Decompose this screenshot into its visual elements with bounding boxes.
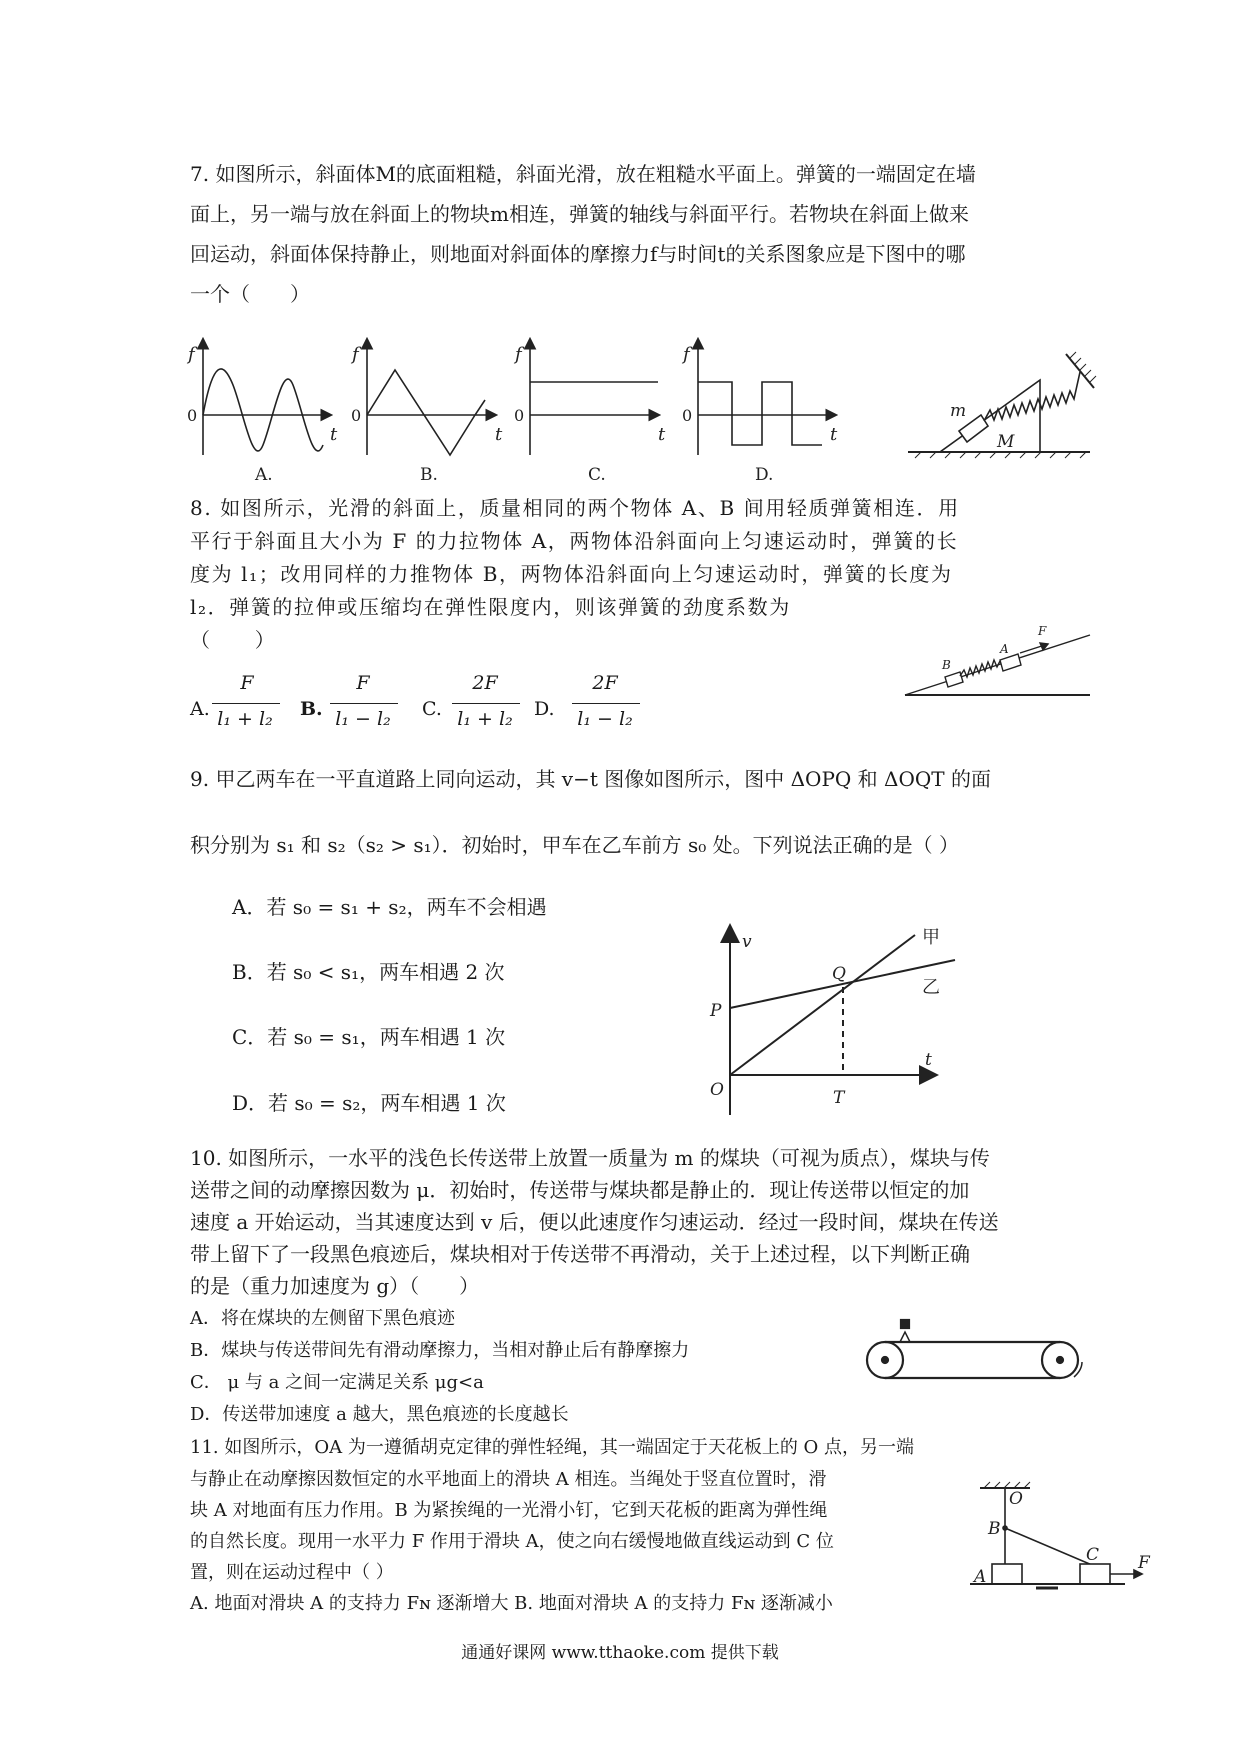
q8-line-3: 度为 l₁；改用同样的力推物体 B，两物体沿斜面向上匀速运动时，弹簧的长度为 (190, 562, 953, 586)
q7-line-3: 回运动，斜面体保持静止，则地面对斜面体的摩擦力f与时间t的关系图象应是下图中的哪 (190, 242, 966, 266)
q8-block-a: A (1000, 642, 1009, 656)
q7-line-4: 一个（ ） (190, 282, 310, 306)
q8-option-b-den: l₁ − l₂ (335, 708, 391, 730)
graph-c-label: C. (588, 465, 606, 485)
q8-line-4: l₂．弹簧的拉伸或压缩均在弹性限度内，则该弹簧的劲度系数为 (190, 595, 791, 619)
graph-d-origin: 0 (682, 406, 693, 425)
q9-option-a: A．若 s₀ = s₁ + s₂，两车不会相遇 (232, 895, 547, 919)
q10-option-b: B．煤块与传送带间先有滑动摩擦力，当相对静止后有静摩擦力 (190, 1340, 690, 1361)
q8-line-5: （ ） (190, 628, 277, 652)
q11-label-b: B (988, 1519, 1001, 1539)
q9-line-jia (730, 935, 915, 1075)
graph-a-t: t (330, 424, 338, 445)
q7-graphs (170, 330, 1110, 490)
q11-line-1: 11. 如图所示，OA 为一遵循胡克定律的弹性轻绳，其一端固定于天花板上的 O 点，另一端 (190, 1437, 915, 1458)
q11-label-c: C (1086, 1545, 1100, 1565)
graph-b-t: t (495, 424, 503, 445)
graph-d-t: t (830, 424, 838, 445)
q8-option-c-num: 2F (472, 672, 498, 694)
q11-line-6: A. 地面对滑块 A 的支持力 Fɴ 逐渐增大 B. 地面对滑块 A 的支持力 Fɴ 逐渐减小 (190, 1593, 833, 1614)
q8-option-d-num: 2F (592, 672, 618, 694)
q9-vt-chart (700, 915, 980, 1125)
q11-line-3: 块 A 对地面有压力作用。B 为紧挨绳的一光滑小钉，它到天花板的距离为弹性绳 (190, 1500, 828, 1521)
q8-option-d-label: D. (534, 698, 555, 720)
q7-wedge-label: M (997, 432, 1015, 452)
q8-force-f: F (1038, 624, 1047, 638)
graph-a-origin: 0 (187, 406, 198, 425)
q9-label-t: t (925, 1050, 932, 1070)
graph-d (698, 340, 835, 455)
q9-option-c: C．若 s₀ = s₁，两车相遇 1 次 (232, 1025, 506, 1049)
q8-option-b-label: B. (300, 698, 323, 720)
q9-label-v: v (742, 932, 752, 952)
q11-line-5: 置，则在运动过程中（ ） (190, 1562, 394, 1583)
q8-line-1: 8. 如图所示，光滑的斜面上，质量相同的两个物体 A、B 间用轻质弹簧相连．用 (190, 496, 960, 520)
q9-label-yi: 乙 (922, 977, 940, 998)
q10-line-5: 的是（重力加速度为 g）（ ） (190, 1274, 480, 1298)
q10-conveyor-figure (860, 1310, 1090, 1390)
q11-label-f: F (1138, 1553, 1150, 1573)
graph-a-f: f (188, 344, 195, 365)
q8-option-b-bar (330, 703, 398, 704)
q9-label-o: O (710, 1080, 724, 1100)
graph-b-f: f (352, 344, 359, 365)
q9-label-tt: T (833, 1088, 845, 1108)
q8-option-c-label: C. (422, 698, 442, 720)
q11-label-o: O (1009, 1489, 1023, 1509)
graph-b-label: B. (420, 465, 438, 485)
q8-option-a-label: A. (190, 698, 210, 720)
q11-line-2: 与静止在动摩擦因数恒定的水平地面上的滑块 A 相连。当绳处于竖直位置时，滑 (190, 1469, 827, 1490)
page-footer: 通通好课网 www.tthaoke.com 提供下载 (461, 1643, 779, 1663)
q7-block-label: m (950, 401, 967, 421)
q10-line-1: 10. 如图所示，一水平的浅色长传送带上放置一质量为 m 的煤块（可视为质点），煤块与传 (190, 1146, 990, 1170)
graph-a-label: A. (255, 465, 273, 485)
graph-c-t: t (658, 424, 666, 445)
q11-figure (960, 1478, 1160, 1598)
q11-label-a: A (974, 1567, 987, 1587)
q10-line-2: 送带之间的动摩擦因数为 μ．初始时，传送带与煤块都是静止的．现让传送带以恒定的加 (190, 1178, 970, 1202)
q8-option-b-num: F (356, 672, 370, 694)
q10-option-d: D．传送带加速度 a 越大，黑色痕迹的长度越长 (190, 1404, 569, 1425)
graph-d-label: D. (755, 465, 774, 485)
q9-line-2: 积分别为 s₁ 和 s₂（s₂ > s₁）．初始时，甲车在乙车前方 s₀ 处。下列说法正确的是（ ） (190, 833, 960, 857)
graph-b-origin: 0 (351, 406, 362, 425)
graph-b (367, 340, 495, 455)
q8-line-2: 平行于斜面且大小为 F 的力拉物体 A，两物体沿斜面向上匀速运动时，弹簧的长 (190, 529, 959, 553)
q8-option-a-den: l₁ + l₂ (217, 708, 273, 730)
graph-c (530, 340, 658, 455)
q8-option-c-den: l₁ + l₂ (457, 708, 513, 730)
q8-option-a-bar (212, 703, 280, 704)
q9-option-d: D．若 s₀ = s₂，两车相遇 1 次 (232, 1091, 506, 1115)
graph-a (203, 340, 330, 455)
q8-option-c-bar (452, 703, 520, 704)
q10-line-4: 带上留下了一段黑色痕迹后，煤块相对于传送带不再滑动，关于上述过程，以下判断正确 (190, 1242, 970, 1266)
graph-c-origin: 0 (514, 406, 525, 425)
q8-figure (900, 615, 1100, 705)
q9-label-jia: 甲 (922, 927, 940, 948)
q9-label-q: Q (832, 964, 846, 984)
q7-line-1: 7. 如图所示，斜面体M的底面粗糙，斜面光滑，放在粗糙水平面上。弹簧的一端固定在墙 (190, 162, 976, 186)
q10-line-3: 速度 a 开始运动，当其速度达到 v 后，便以此速度作匀速运动．经过一段时间，煤块在传送 (190, 1210, 999, 1234)
q9-option-b: B．若 s₀ < s₁，两车相遇 2 次 (232, 960, 505, 984)
q8-block-b: B (942, 658, 951, 672)
q8-option-d-den: l₁ − l₂ (577, 708, 633, 730)
graph-d-f: f (683, 344, 690, 365)
q9-line-1: 9. 甲乙两车在一平直道路上同向运动，其 v−t 图像如图所示，图中 ΔOPQ 和 ΔOQT 的面 (190, 767, 991, 791)
q9-label-p: P (710, 1001, 722, 1021)
q7-line-2: 面上，另一端与放在斜面上的物块m相连，弹簧的轴线与斜面平行。若物块在斜面上做来 (190, 202, 969, 226)
q10-option-c: C． μ 与 a 之间一定满足关系 μg<a (190, 1372, 484, 1393)
graph-c-f: f (515, 344, 522, 365)
q11-line-4: 的自然长度。现用一水平力 F 作用于滑块 A，使之向右缓慢地做直线运动到 C 位 (190, 1531, 834, 1552)
q8-option-a-num: F (240, 672, 254, 694)
q10-option-a: A．将在煤块的左侧留下黑色痕迹 (190, 1308, 455, 1329)
q8-option-d-bar (572, 703, 640, 704)
